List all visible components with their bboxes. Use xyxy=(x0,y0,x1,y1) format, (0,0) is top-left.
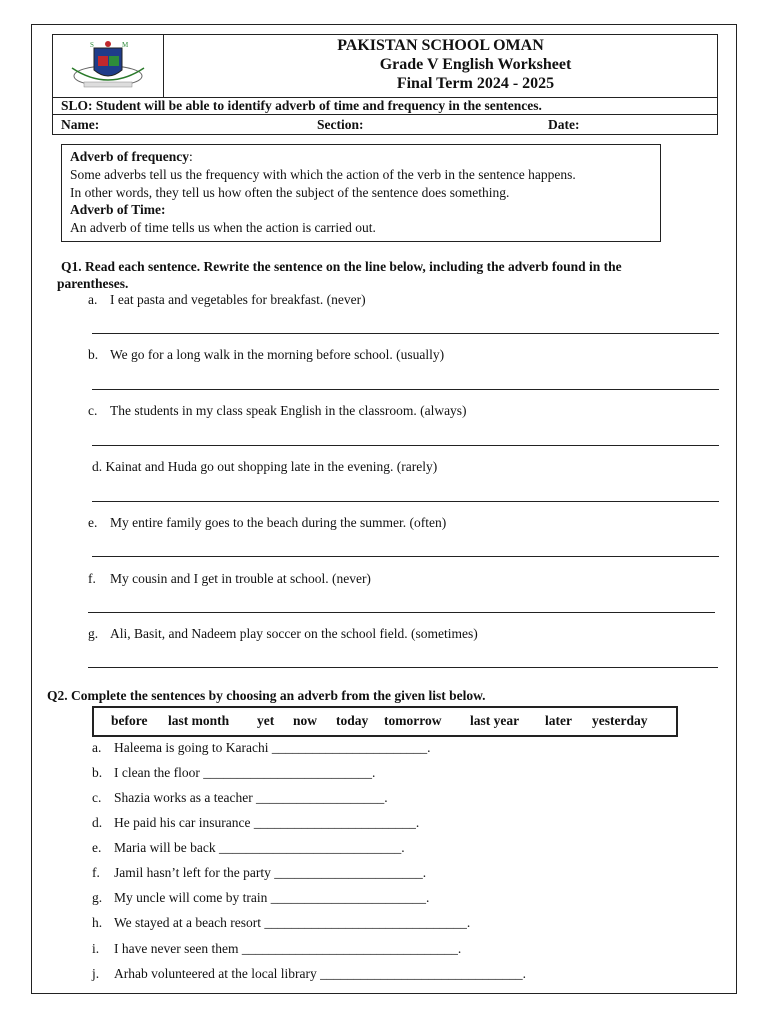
answer-line-a[interactable] xyxy=(92,333,719,334)
q2-item-a[interactable] xyxy=(92,739,430,756)
q1-item-text: Ali, Basit, and Nadeem play soccer on the school field. (sometimes) xyxy=(110,626,478,641)
q1-item-label: c. xyxy=(88,403,98,418)
word-bank-item: yesterday xyxy=(592,713,648,728)
answer-line-f[interactable] xyxy=(88,612,715,613)
word-bank-item: last month xyxy=(168,713,230,728)
freq-line1: Some adverbs tell us the frequency with which the action of the verb in the sentence happens. xyxy=(70,166,576,182)
q2-item-label: g. xyxy=(92,890,103,905)
q1-item-label: g. xyxy=(88,626,99,641)
q2-item-j[interactable] xyxy=(92,965,526,982)
q1-item-e xyxy=(88,514,446,531)
q1-item-text: d. Kainat and Huda go out shopping late in the evening. (rarely) xyxy=(92,459,438,474)
q2-item-text: Haleema is going to Karachi _______________________. xyxy=(114,740,431,755)
answer-line-b[interactable] xyxy=(92,389,719,390)
section-label: Section: xyxy=(317,117,364,132)
q2-item-d[interactable] xyxy=(92,814,419,831)
word-bank-item: tomorrow xyxy=(384,713,442,728)
q2-item-c[interactable] xyxy=(92,789,388,806)
q2-item-text: Shazia works as a teacher ___________________. xyxy=(114,790,388,805)
q1-item-g xyxy=(88,625,478,642)
q1-item-label: e. xyxy=(88,515,98,530)
q2-item-text: He paid his car insurance ________________________. xyxy=(114,815,420,830)
q1-heading-line1: Q1. Read each sentence. Rewrite the sentence on the line below, including the adverb found in the xyxy=(61,259,622,274)
q2-item-label: a. xyxy=(92,740,102,755)
q1-item-d xyxy=(92,458,437,475)
term-title: Final Term 2024 - 2025 xyxy=(396,75,555,92)
q2-item-text: Maria will be back ___________________________. xyxy=(114,840,405,855)
q1-item-label: a. xyxy=(88,292,98,307)
q1-item-text: We go for a long walk in the morning before school. (usually) xyxy=(110,347,445,362)
answer-line-e[interactable] xyxy=(92,556,719,557)
q2-item-e[interactable] xyxy=(92,839,405,856)
time-title: Adverb of Time: xyxy=(70,202,166,218)
header-table xyxy=(52,34,718,135)
q2-item-text: I clean the floor _________________________. xyxy=(114,765,376,780)
word-bank-item: yet xyxy=(257,713,275,728)
word-bank-item: today xyxy=(336,713,369,728)
date-label: Date: xyxy=(548,117,580,132)
q2-item-text: Jamil hasn’t left for the party ______________________. xyxy=(114,865,427,880)
q1-item-text: The students in my class speak English in the classroom. (always) xyxy=(110,403,467,418)
school-name: PAKISTAN SCHOOL OMAN xyxy=(337,37,544,54)
q2-item-label: c. xyxy=(92,790,102,805)
word-bank-item: last year xyxy=(470,713,520,728)
q1-item-f xyxy=(88,570,371,587)
word-bank-item: later xyxy=(545,713,572,728)
q2-item-text: Arhab volunteered at the local library ______________________________. xyxy=(114,966,527,981)
q1-item-label: f. xyxy=(88,571,96,586)
freq-colon: : xyxy=(189,149,193,164)
q2-item-label: f. xyxy=(92,865,100,880)
header-top-row xyxy=(53,35,717,98)
q2-item-label: h. xyxy=(92,915,103,930)
q2-item-i[interactable] xyxy=(92,940,461,957)
info-row xyxy=(53,115,717,134)
answer-line-g[interactable] xyxy=(88,667,718,668)
time-line1: An adverb of time tells us when the action is carried out. xyxy=(70,220,376,236)
school-logo xyxy=(53,35,164,97)
q1-heading-line2: parentheses. xyxy=(57,276,129,291)
q2-item-text: My uncle will come by train _______________________. xyxy=(114,890,430,905)
q2-item-text: I have never seen them ________________________________. xyxy=(114,941,462,956)
q1-item-c xyxy=(88,402,467,419)
q1-item-text: I eat pasta and vegetables for breakfast. (never) xyxy=(110,292,366,307)
q2-heading: Q2. Complete the sentences by choosing an adverb from the given list below. xyxy=(47,688,486,703)
header-titles xyxy=(164,35,717,97)
freq-title: Adverb of frequency xyxy=(70,149,189,164)
q1-item-label: b. xyxy=(88,347,99,362)
q2-item-b[interactable] xyxy=(92,764,375,781)
worksheet-title: Grade V English Worksheet xyxy=(379,56,572,73)
slo-row: SLO: Student will be able to identify adverb of time and frequency in the sentences. xyxy=(53,98,717,115)
freq-title-line xyxy=(70,148,652,166)
q2-item-label: i. xyxy=(92,941,100,956)
q2-item-h[interactable] xyxy=(92,914,470,931)
svg-text:M: M xyxy=(122,41,129,49)
q2-item-label: j. xyxy=(92,966,100,981)
school-crest-icon xyxy=(62,38,154,94)
q1-item-text: My cousin and I get in trouble at school. (never) xyxy=(110,571,371,586)
q1-item-a xyxy=(88,291,366,308)
q1-item-b xyxy=(88,346,444,363)
q2-item-label: e. xyxy=(92,840,102,855)
answer-line-c[interactable] xyxy=(92,445,719,446)
q2-item-text: We stayed at a beach resort ______________________________. xyxy=(114,915,471,930)
name-label: Name: xyxy=(61,117,100,132)
svg-text:S: S xyxy=(90,41,94,49)
word-bank-item: now xyxy=(293,713,318,728)
definition-box xyxy=(61,144,661,242)
q2-item-label: b. xyxy=(92,765,103,780)
word-bank xyxy=(92,706,678,737)
word-bank-item: before xyxy=(111,713,148,728)
answer-line-d[interactable] xyxy=(92,501,719,502)
q2-item-label: d. xyxy=(92,815,103,830)
q2-item-g[interactable] xyxy=(92,889,429,906)
freq-line2: In other words, they tell us how often the subject of the sentence does something. xyxy=(70,184,510,200)
q2-item-f[interactable] xyxy=(92,864,426,881)
q1-item-text: My entire family goes to the beach during the summer. (often) xyxy=(110,515,447,530)
q1-heading xyxy=(57,258,721,292)
